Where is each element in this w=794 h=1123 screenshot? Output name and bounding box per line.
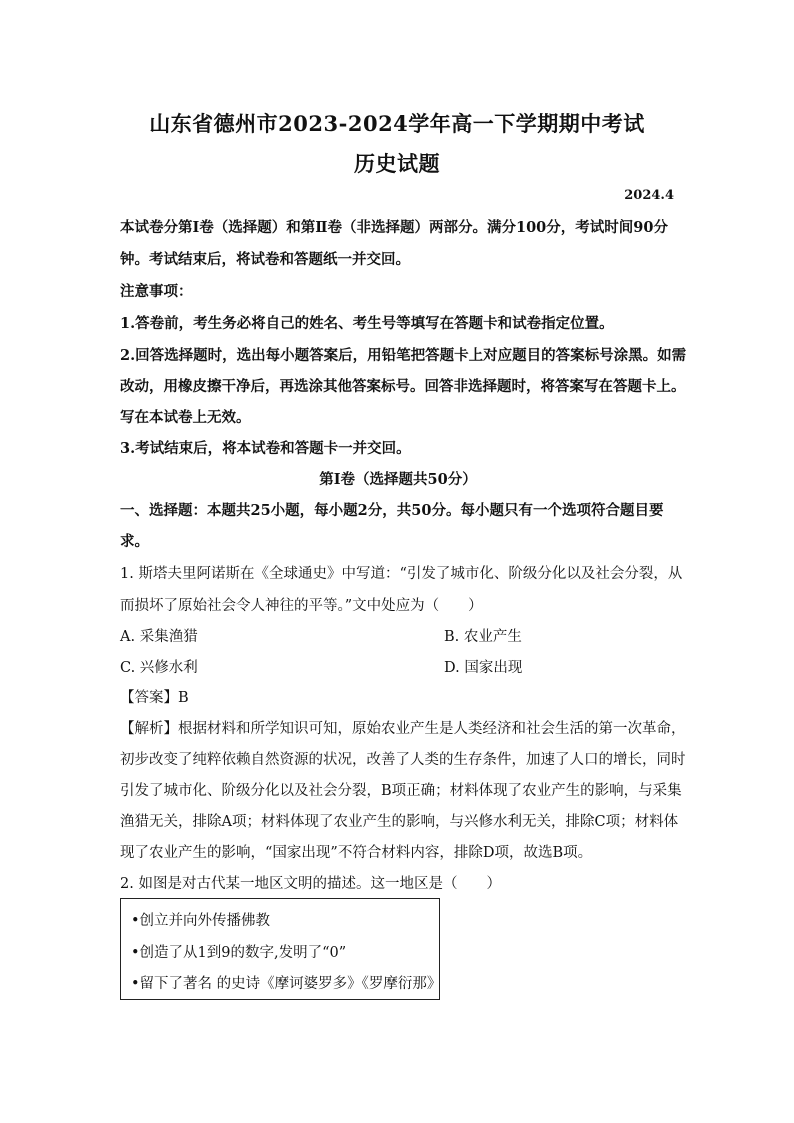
material-item-1: •创立并向外传播佛教 xyxy=(131,913,271,929)
notes-heading: 注意事项： xyxy=(120,283,193,300)
question-2-stem: 2. 如图是对古代某一地区文明的描述。这一地区是（ ） xyxy=(120,876,501,892)
question-1-option-c: C. 兴修水利 xyxy=(120,660,198,676)
note-2-line-1: 2.回答选择题时，选出每小题答案后，用铅笔把答题卡上对应题目的答案标号涂黑。如需 xyxy=(120,347,687,364)
question-1-option-b: B. 农业产生 xyxy=(444,629,522,645)
intro-line-2: 钟。考试结束后，将试卷和答题纸一并交回。 xyxy=(120,251,410,268)
section-instructions-line-1: 一、选择题：本题共25小题，每小题2分，共50分。每小题只有一个选项符合题目要 xyxy=(120,502,664,519)
material-item-2: •创造了从1到9的数字,发明了“0” xyxy=(131,945,347,961)
note-2-line-2: 改动，用橡皮擦干净后，再选涂其他答案标号。回答非选择题时，将答案写在答题卡上。 xyxy=(120,378,686,395)
question-2-material-box xyxy=(120,898,440,1000)
question-1-option-d: D. 国家出现 xyxy=(444,660,523,676)
exam-date: 2024.4 xyxy=(624,188,674,203)
note-2-line-3: 写在本试卷上无效。 xyxy=(120,409,251,426)
exam-subtitle: 历史试题 xyxy=(354,151,440,176)
section-heading: 第Ⅰ卷（选择题共50分） xyxy=(319,471,477,488)
question-1-stem-line-1: 1. 斯塔夫里阿诺斯在《全球通史》中写道：“引发了城市化、阶级分化以及社会分裂，从 xyxy=(120,566,683,582)
question-1-analysis-line-1: 【解析】根据材料和所学知识可知，原始农业产生是人类经济和社会生活的第一次革命， xyxy=(120,721,686,737)
intro-line-1: 本试卷分第Ⅰ卷（选择题）和第Ⅱ卷（非选择题）两部分。满分100分，考试时间90分 xyxy=(120,219,668,236)
question-1-analysis-line-5: 现了农业产生的影响，“国家出现”不符合材料内容，排除D项，故选B项。 xyxy=(120,845,593,861)
question-1-analysis-line-4: 渔猎无关，排除A项；材料体现了农业产生的影响，与兴修水利无关，排除C项；材料体 xyxy=(120,814,679,830)
exam-title: 山东省德州市2023-2024学年高一下学期期中考试 xyxy=(149,111,645,136)
question-1-answer: 【答案】B xyxy=(120,690,189,706)
note-1: 1.答卷前，考生务必将自己的姓名、考生号等填写在答题卡和试卷指定位置。 xyxy=(120,315,614,332)
question-1-analysis-line-3: 引发了城市化、阶级分化以及社会分裂，B项正确；材料体现了农业产生的影响，与采集 xyxy=(120,783,682,799)
question-1-option-a: A. 采集渔猎 xyxy=(120,629,198,645)
section-instructions-line-2: 求。 xyxy=(120,533,149,550)
question-1-analysis-line-2: 初步改变了纯粹依赖自然资源的状况，改善了人类的生存条件，加速了人口的增长，同时 xyxy=(120,752,686,768)
note-3: 3.考试结束后，将本试卷和答题卡一并交回。 xyxy=(120,440,411,457)
question-1-stem-line-2: 而损坏了原始社会令人神往的平等。”文中处应为（ ） xyxy=(120,598,483,614)
material-item-3: •留下了著名 的史诗《摩诃婆罗多》《罗摩衍那》 xyxy=(131,976,442,992)
